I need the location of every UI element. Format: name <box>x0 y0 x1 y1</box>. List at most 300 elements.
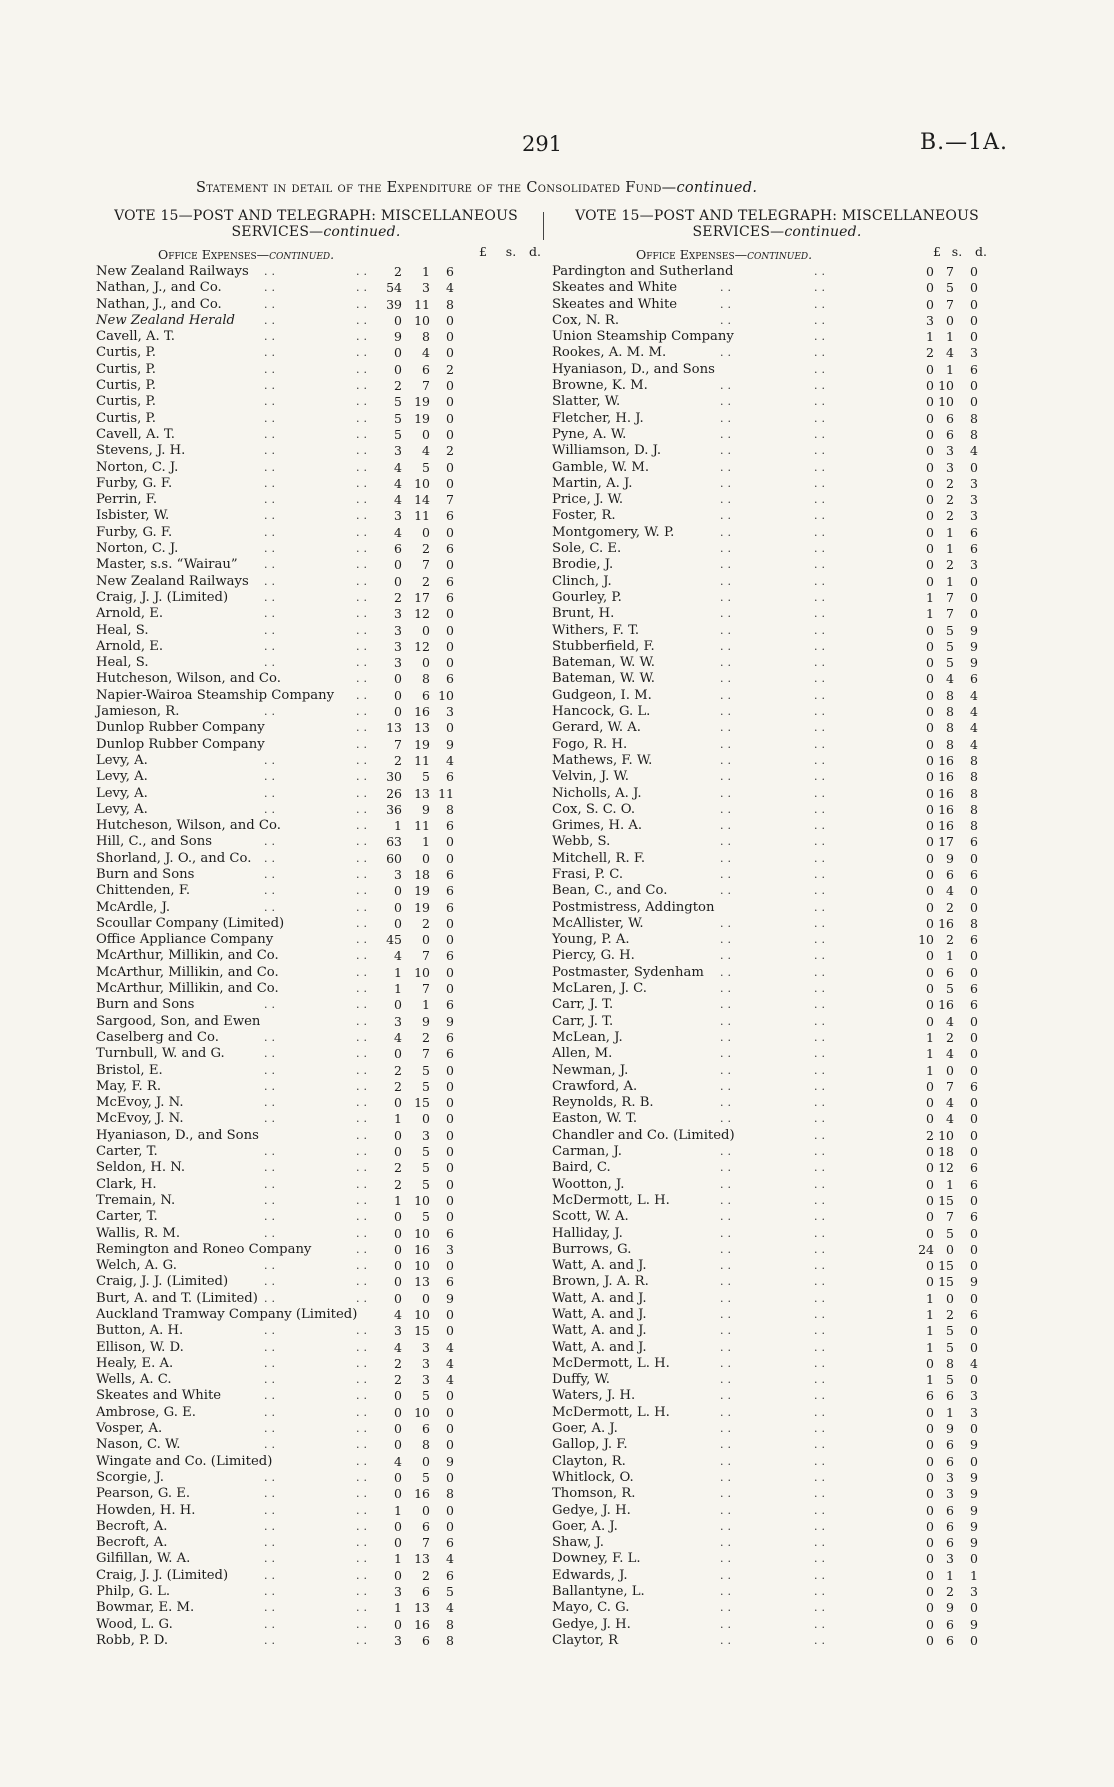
payee-name: McLean, J. <box>552 1029 623 1045</box>
pence-value: 0 <box>446 981 454 997</box>
payee-name: Baird, C. <box>552 1160 611 1176</box>
pence-value: 0 <box>970 1029 978 1045</box>
ledger-row <box>552 720 1002 736</box>
shillings-value: 4 <box>946 1111 954 1127</box>
payee-name: Curtis, P. <box>96 361 156 377</box>
ledger-row <box>96 362 536 378</box>
pounds-value: 0 <box>394 1469 402 1485</box>
ledger-row <box>552 1551 1002 1567</box>
shillings-value: 10 <box>414 1258 430 1274</box>
leader-dots: .. <box>264 1487 279 1501</box>
leader-dots: .. <box>264 590 279 604</box>
pence-value: 8 <box>446 296 454 312</box>
leader-dots: .. <box>264 884 279 898</box>
leader-dots: .. <box>264 493 279 507</box>
leader-dots: .. <box>264 362 279 376</box>
ledger-row <box>96 1274 536 1290</box>
leader-dots: .. <box>356 1373 371 1387</box>
leader-dots: .. <box>356 949 371 963</box>
ledger-row <box>552 476 1002 492</box>
leader-dots: .. <box>356 965 371 979</box>
pounds-value: 0 <box>926 981 934 997</box>
pounds-value: 1 <box>926 1307 934 1322</box>
leader-dots: .. <box>356 1259 371 1273</box>
leader-dots: .. <box>814 688 829 702</box>
pounds-value: 3 <box>394 508 402 524</box>
pounds-value: 4 <box>394 492 402 508</box>
vote-title-services: SERVICES— <box>231 224 324 240</box>
leader-dots: .. <box>814 525 829 539</box>
leader-dots: .. <box>720 802 735 816</box>
shillings-value: 8 <box>946 1355 954 1371</box>
ledger-row <box>96 900 536 916</box>
leader-dots: .. <box>720 411 735 425</box>
leader-dots: .. <box>720 525 735 539</box>
payee-name: Bowmar, E. M. <box>96 1600 195 1616</box>
shillings-value: 9 <box>946 850 954 866</box>
leader-dots: .. <box>814 607 829 621</box>
ledger-row <box>96 834 536 850</box>
shillings-value: 17 <box>414 589 430 605</box>
ledger-row <box>552 362 1002 378</box>
ledger-row <box>552 883 1002 899</box>
payee-name: Skeates and White <box>96 1388 222 1404</box>
leader-dots: .. <box>814 1308 829 1321</box>
leader-dots: .. <box>814 1242 829 1256</box>
shillings-value: 6 <box>946 964 954 980</box>
leader-dots: .. <box>264 1519 279 1533</box>
payee-name: Nason, C. W. <box>96 1437 181 1453</box>
payee-name: Mitchell, R. F. <box>552 850 646 866</box>
pounds-value: 0 <box>926 948 934 964</box>
pounds-value: 0 <box>926 1437 934 1453</box>
leader-dots: .. <box>720 949 735 963</box>
ledger-row <box>552 1128 1002 1144</box>
leader-dots: .. <box>720 1503 735 1517</box>
pounds-value: 0 <box>394 1225 402 1241</box>
pence-value: 8 <box>446 801 454 817</box>
ledger-row <box>552 1584 1002 1600</box>
pounds-value: 0 <box>926 801 934 817</box>
ledger-row <box>552 1437 1002 1453</box>
leader-dots: .. <box>356 835 371 849</box>
shillings-value: 7 <box>946 1209 954 1225</box>
ledger-row <box>552 1014 1002 1030</box>
payee-name: Clinch, J. <box>552 573 612 589</box>
leader-dots: .. <box>264 1047 279 1061</box>
payee-name: Furby, G. F. <box>96 475 173 491</box>
shillings-value: 1 <box>946 573 954 589</box>
shillings-header: s. <box>951 244 963 259</box>
pounds-value: 0 <box>926 1453 934 1469</box>
vote-title <box>552 208 1002 240</box>
shillings-value: 0 <box>422 524 430 540</box>
pence-value: 0 <box>446 1160 454 1176</box>
pounds-value: 0 <box>394 1518 402 1534</box>
payee-name: Grimes, H. A. <box>552 818 643 834</box>
pence-value: 0 <box>970 329 978 345</box>
payee-name: Stevens, J. H. <box>96 443 186 459</box>
pounds-value: 0 <box>926 671 934 687</box>
section-header <box>552 244 1002 264</box>
leader-dots: .. <box>264 297 279 311</box>
pounds-value: 0 <box>394 1209 402 1225</box>
leader-dots: .. <box>720 1308 735 1321</box>
ledger-row <box>96 867 536 883</box>
payee-name: Bean, C., and Co. <box>552 883 668 899</box>
pence-value: 6 <box>970 866 978 882</box>
ledger-row <box>552 508 1002 524</box>
ledger-row <box>552 1405 1002 1421</box>
pounds-value: 0 <box>926 394 934 410</box>
shillings-value: 5 <box>946 1225 954 1241</box>
pounds-value: 24 <box>918 1241 934 1257</box>
pence-value: 6 <box>970 1176 978 1192</box>
shillings-value: 10 <box>414 475 430 491</box>
pence-value: 0 <box>446 1518 454 1534</box>
ledger-row <box>96 997 536 1013</box>
pounds-value: 0 <box>926 492 934 508</box>
shillings-value: 8 <box>946 687 954 703</box>
leader-dots: .. <box>356 444 371 458</box>
leader-dots: .. <box>356 672 371 686</box>
ledger-row <box>552 688 1002 704</box>
payee-name: Levy, A. <box>96 801 148 817</box>
leader-dots: .. <box>264 1259 279 1273</box>
pence-value: 0 <box>970 280 978 296</box>
pounds-value: 0 <box>394 915 402 931</box>
pence-value: 9 <box>970 655 978 671</box>
pence-value: 0 <box>446 1144 454 1160</box>
payee-name: Sargood, Son, and Ewen <box>96 1013 261 1029</box>
leader-dots: .. <box>356 1242 371 1256</box>
pounds-value: 0 <box>926 410 934 426</box>
pence-value: 6 <box>970 671 978 687</box>
pence-value: 0 <box>970 948 978 964</box>
shillings-value: 1 <box>946 524 954 540</box>
vote-title-line1: VOTE 15—POST AND TELEGRAPH: MISCELLANEOUS <box>575 208 979 224</box>
leader-dots: .. <box>264 1226 279 1240</box>
payee-name: Howden, H. H. <box>96 1502 196 1518</box>
ledger-row <box>552 802 1002 818</box>
leader-dots: .. <box>356 1275 371 1289</box>
pounds-value: 0 <box>926 769 934 785</box>
pounds-value: 0 <box>394 1421 402 1437</box>
pounds-value: 5 <box>394 426 402 442</box>
ledger-row <box>96 1340 536 1356</box>
leader-dots: .. <box>720 1242 735 1256</box>
pounds-value: 0 <box>394 1258 402 1274</box>
leader-dots: .. <box>264 313 279 327</box>
payee-name: Ambrose, G. E. <box>96 1404 196 1420</box>
payee-name: Duffy, W. <box>552 1372 610 1388</box>
shillings-value: 15 <box>414 1323 430 1339</box>
leader-dots: .. <box>720 590 735 604</box>
pence-value: 9 <box>970 1535 978 1551</box>
pence-value: 4 <box>970 687 978 703</box>
pence-value: 0 <box>446 1192 454 1208</box>
payee-name: Dunlop Rubber Company <box>96 736 265 752</box>
pounds-value: 0 <box>394 1241 402 1257</box>
pence-value: 0 <box>446 1469 454 1485</box>
shillings-value: 5 <box>946 280 954 296</box>
pence-value: 0 <box>970 1323 978 1339</box>
leader-dots: .. <box>720 1536 735 1550</box>
leader-dots: .. <box>356 982 371 996</box>
shillings-value: 2 <box>946 1029 954 1045</box>
shillings-value: 7 <box>946 589 954 605</box>
leader-dots: .. <box>264 1324 279 1338</box>
pounds-value: 6 <box>394 541 402 557</box>
leader-dots: .. <box>356 1617 371 1631</box>
payee-name: McEvoy, J. N. <box>96 1111 184 1127</box>
pounds-value: 7 <box>394 736 402 752</box>
pence-value: 4 <box>446 752 454 768</box>
leader-dots: .. <box>814 1617 829 1631</box>
pounds-value: 3 <box>394 866 402 882</box>
leader-dots: .. <box>356 1128 371 1142</box>
ledger-row <box>96 1372 536 1388</box>
leader-dots: .. <box>720 884 735 898</box>
pence-value: 3 <box>970 1388 978 1404</box>
leader-dots: .. <box>720 1030 735 1044</box>
payee-name: Philp, G. L. <box>96 1584 171 1600</box>
pounds-value: 0 <box>926 1111 934 1127</box>
pounds-value: 0 <box>394 1486 402 1502</box>
vote-title-line1: VOTE 15—POST AND TELEGRAPH: MISCELLANEOUS <box>114 208 518 224</box>
payee-name: Brunt, H. <box>552 606 615 622</box>
leader-dots: .. <box>356 1438 371 1452</box>
pence-value: 6 <box>970 997 978 1013</box>
payee-name: Wootton, J. <box>552 1176 625 1192</box>
pence-value: 0 <box>970 264 978 279</box>
ledger-row <box>552 1519 1002 1535</box>
pounds-value: 0 <box>926 1404 934 1420</box>
leader-dots: .. <box>720 574 735 588</box>
shillings-value: 4 <box>946 883 954 899</box>
pounds-value: 1 <box>926 1339 934 1355</box>
pounds-value: 6 <box>926 1388 934 1404</box>
pence-value: 0 <box>446 1095 454 1111</box>
leader-dots: .. <box>356 1601 371 1615</box>
ledger-row <box>96 1503 536 1519</box>
ledger-row <box>552 1454 1002 1470</box>
payee-name: Arnold, E. <box>96 606 164 622</box>
leader-dots: .. <box>356 770 371 784</box>
leader-dots: .. <box>720 1617 735 1631</box>
payee-name: Stubberfield, F. <box>552 638 655 654</box>
leader-dots: .. <box>814 574 829 588</box>
leader-dots: .. <box>356 1079 371 1093</box>
leader-dots: .. <box>720 1438 735 1452</box>
leader-dots: .. <box>264 639 279 653</box>
ledger-row <box>96 1242 536 1258</box>
ledger-row <box>552 916 1002 932</box>
pounds-value: 5 <box>394 394 402 410</box>
leader-dots: .. <box>720 1373 735 1387</box>
pence-value: 6 <box>446 589 454 605</box>
shillings-value: 8 <box>422 1437 430 1453</box>
pounds-value: 0 <box>926 1144 934 1160</box>
payee-name: Clark, H. <box>96 1176 157 1192</box>
shillings-value: 10 <box>938 1127 954 1143</box>
shillings-value: 1 <box>946 1567 954 1583</box>
payee-name: McDermott, L. H. <box>552 1404 670 1420</box>
leader-dots: .. <box>356 1161 371 1175</box>
shillings-value: 8 <box>422 329 430 345</box>
leader-dots: .. <box>814 542 829 556</box>
shillings-value: 15 <box>938 1258 954 1274</box>
leader-dots: .. <box>814 786 829 800</box>
ledger-row <box>96 948 536 964</box>
pounds-value: 2 <box>926 1127 934 1143</box>
pence-value: 6 <box>446 1046 454 1062</box>
payee-name: Frasi, P. C. <box>552 866 624 882</box>
shillings-value: 16 <box>938 915 954 931</box>
payee-name: McDermott, L. H. <box>552 1192 670 1208</box>
leader-dots: .. <box>356 1568 371 1582</box>
leader-dots: .. <box>356 721 371 735</box>
pence-value: 0 <box>446 1127 454 1143</box>
pence-value: 6 <box>446 997 454 1013</box>
pence-value: 0 <box>446 1078 454 1094</box>
shillings-value: 13 <box>414 1600 430 1616</box>
leader-dots: .. <box>720 1275 735 1289</box>
shillings-value: 5 <box>946 622 954 638</box>
payee-name: Pardington and Sutherland <box>552 264 734 279</box>
pounds-value: 0 <box>926 1567 934 1583</box>
payee-name: Button, A. H. <box>96 1323 184 1339</box>
leader-dots: .. <box>720 916 735 930</box>
shillings-value: 0 <box>946 312 954 328</box>
pence-value: 0 <box>446 850 454 866</box>
leader-dots: .. <box>264 330 279 344</box>
pounds-value: 3 <box>394 1323 402 1339</box>
pounds-value: 0 <box>394 1095 402 1111</box>
payee-name: Perrin, F. <box>96 492 158 508</box>
payee-name: Gudgeon, I. M. <box>552 687 652 703</box>
pounds-value: 1 <box>394 1502 402 1518</box>
leader-dots: .. <box>356 1145 371 1159</box>
pounds-value: 2 <box>394 1355 402 1371</box>
shillings-value: 0 <box>422 622 430 638</box>
statement-continued: continued. <box>676 180 758 196</box>
ledger-row <box>552 1079 1002 1095</box>
pounds-value: 13 <box>386 720 402 736</box>
leader-dots: .. <box>356 590 371 604</box>
ledger-row <box>96 753 536 769</box>
pence-value: 0 <box>970 1632 978 1648</box>
shillings-value: 6 <box>422 687 430 703</box>
leader-dots: .. <box>814 1193 829 1207</box>
leader-dots: .. <box>264 525 279 539</box>
leader-dots: .. <box>814 1601 829 1615</box>
ledger-row <box>552 557 1002 573</box>
ledger-row <box>96 1470 536 1486</box>
shillings-value: 0 <box>422 655 430 671</box>
leader-dots: .. <box>814 1470 829 1484</box>
pence-value: 0 <box>970 1241 978 1257</box>
leader-dots: .. <box>356 1552 371 1566</box>
ledger-row <box>96 280 536 296</box>
shillings-value: 7 <box>422 557 430 573</box>
leader-dots: .. <box>720 1568 735 1582</box>
ledger-row <box>96 1568 536 1584</box>
leader-dots: .. <box>720 721 735 735</box>
pence-value: 4 <box>446 1355 454 1371</box>
pence-value: 8 <box>970 752 978 768</box>
leader-dots: .. <box>814 1503 829 1517</box>
pounds-value: 0 <box>394 1144 402 1160</box>
payee-name: Sole, C. E. <box>552 541 622 557</box>
pounds-value: 63 <box>386 834 402 850</box>
ledger-row <box>552 1535 1002 1551</box>
pence-value: 6 <box>446 264 454 279</box>
leader-dots: .. <box>814 737 829 751</box>
pence-value: 6 <box>446 769 454 785</box>
leader-dots: .. <box>264 1030 279 1044</box>
leader-dots: .. <box>720 346 735 360</box>
shillings-value: 15 <box>938 1192 954 1208</box>
pounds-value: 0 <box>926 687 934 703</box>
leader-dots: .. <box>264 1340 279 1354</box>
shillings-value: 6 <box>422 1584 430 1600</box>
payee-name: Curtis, P. <box>96 410 156 426</box>
shillings-value: 2 <box>946 492 954 508</box>
leader-dots: .. <box>814 493 829 507</box>
ledger-row <box>552 867 1002 883</box>
shillings-value: 9 <box>422 1013 430 1029</box>
leader-dots: .. <box>356 330 371 344</box>
leader-dots: .. <box>356 493 371 507</box>
shillings-value: 5 <box>946 638 954 654</box>
leader-dots: .. <box>814 1324 829 1338</box>
pounds-value: 3 <box>394 1584 402 1600</box>
payee-name: Thomson, R. <box>552 1486 636 1502</box>
ledger-row <box>96 688 536 704</box>
pounds-value: 36 <box>386 801 402 817</box>
pence-value: 3 <box>970 475 978 491</box>
leader-dots: .. <box>264 1096 279 1110</box>
leader-dots: .. <box>814 1373 829 1387</box>
payee-name: Brodie, J. <box>552 557 614 573</box>
ledger-row <box>552 834 1002 850</box>
leader-dots: .. <box>720 460 735 474</box>
pounds-value: 0 <box>926 1274 934 1290</box>
leader-dots: .. <box>264 476 279 490</box>
leader-dots: .. <box>264 1470 279 1484</box>
shillings-value: 0 <box>422 1502 430 1518</box>
ledger-row <box>552 932 1002 948</box>
payee-name: McArthur, Millikin, and Co. <box>96 964 279 980</box>
pounds-value: 4 <box>394 1453 402 1469</box>
shillings-value: 3 <box>946 1469 954 1485</box>
leader-dots: .. <box>814 1210 829 1224</box>
leader-dots: .. <box>814 900 829 914</box>
payee-name: Gedye, J. H. <box>552 1616 631 1632</box>
ledger-row <box>552 1193 1002 1209</box>
leader-dots: .. <box>720 1552 735 1566</box>
pence-value: 4 <box>970 1355 978 1371</box>
ledger-row <box>552 1111 1002 1127</box>
pence-value: 0 <box>446 622 454 638</box>
pence-value: 9 <box>970 622 978 638</box>
pounds-value: 0 <box>926 1469 934 1485</box>
ledger-row <box>96 1486 536 1502</box>
shillings-value: 2 <box>946 932 954 948</box>
leader-dots: .. <box>814 1585 829 1599</box>
pence-value: 0 <box>446 1421 454 1437</box>
